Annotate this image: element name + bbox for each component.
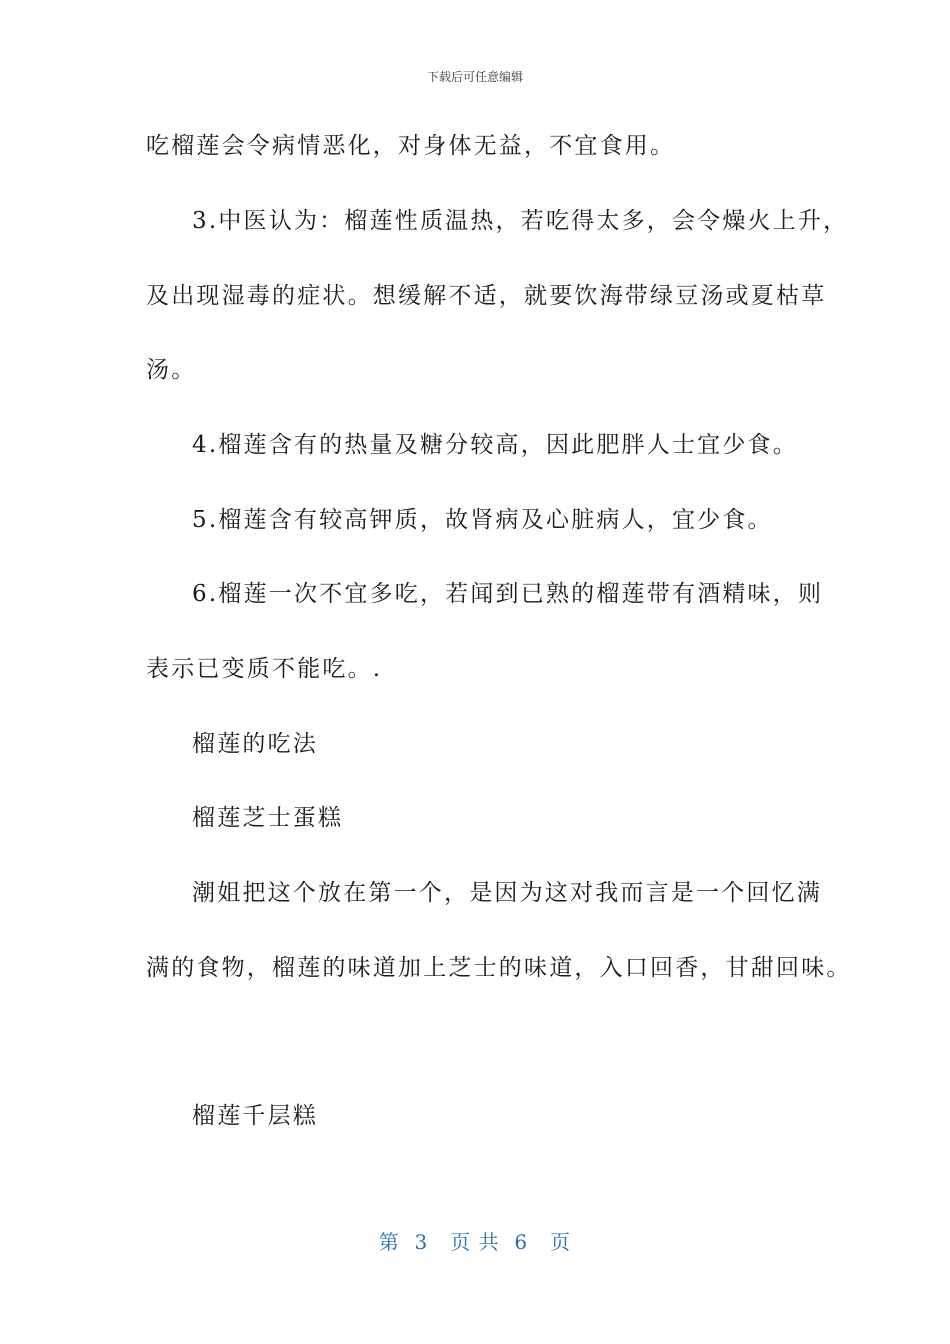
paragraph-line: 5.榴莲含有较高钾质，故肾病及心脏病人，宜少食。	[192, 507, 773, 533]
paragraph-line: 潮姐把这个放在第一个，是因为这对我而言是一个回忆满	[192, 880, 822, 906]
subsection-heading: 榴莲千层糕	[192, 1103, 318, 1129]
section-heading: 榴莲的吃法	[192, 731, 318, 757]
paragraph-line: 满的食物，榴莲的味道加上芝士的味道，入口回香，甘甜回味。	[146, 955, 852, 981]
header-note: 下载后可任意编辑	[426, 70, 523, 84]
paragraph-line: 4.榴莲含有的热量及糖分较高，因此肥胖人士宜少食。	[192, 432, 798, 458]
paragraph-line: 吃榴莲会令病情恶化，对身体无益，不宜食用。	[146, 133, 676, 159]
paragraph-line: 汤。	[146, 357, 197, 383]
paragraph-line: 6.榴莲一次不宜多吃，若闻到已熟的榴莲带有酒精味，则	[192, 581, 824, 607]
paragraph-line: 表示已变质不能吃。.	[146, 656, 383, 682]
subsection-heading: 榴莲芝士蛋糕	[192, 805, 344, 831]
paragraph-line: 3.中医认为：榴莲性质温热，若吃得太多，会令燥火上升，	[192, 208, 849, 234]
page-number-footer: 第 3 页 共 6 页	[378, 1230, 572, 1254]
paragraph-line: 及出现湿毒的症状。想缓解不适，就要饮海带绿豆汤或夏枯草	[146, 283, 827, 309]
